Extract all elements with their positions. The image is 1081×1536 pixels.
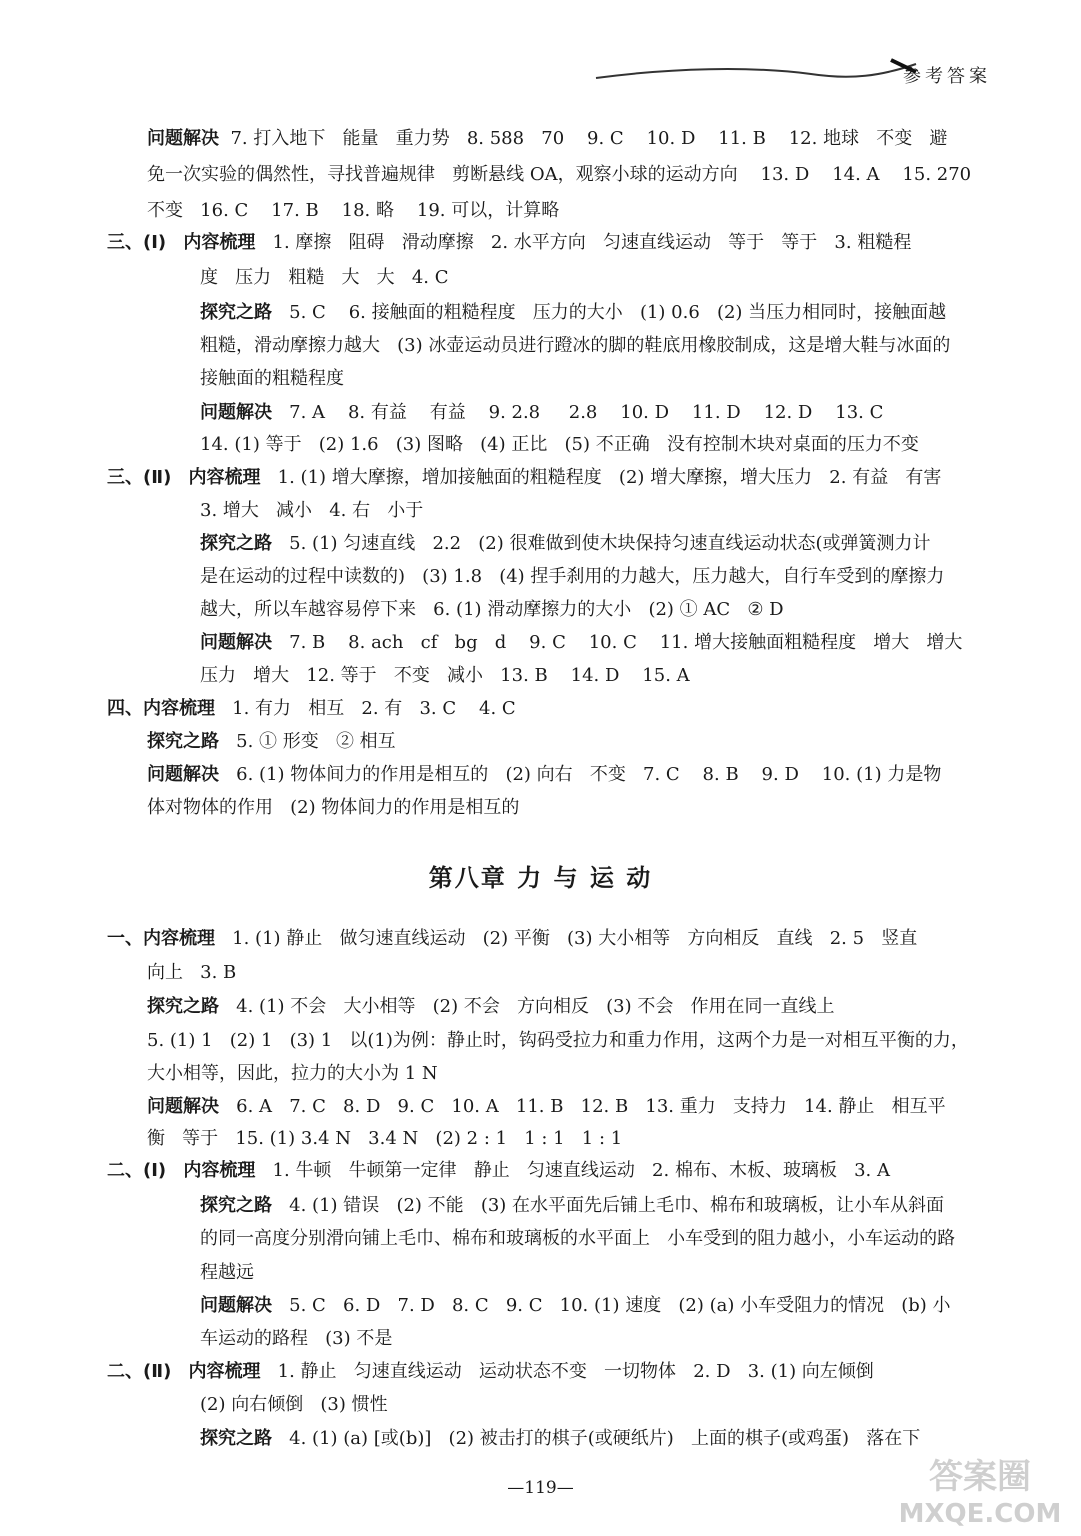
svg-text:MXQE.COM: MXQE.COM [898, 1499, 1062, 1529]
answer-line: 一、内容梳理 1. (1) 静止 做匀速直线运动 (2) 平衡 (3) 大小相等 方向相反 直线 2. 5 竖直 [107, 928, 918, 949]
answer-line: 3. 增大 减小 4. 右 小于 [200, 500, 424, 521]
watermark-logo-icon [885, 1448, 1075, 1530]
header-title: 参考答案 [903, 66, 991, 87]
answer-line: 问题解决 7. B 8. ach cf bg d 9. C 10. C 11. 增大接触面粗糙程度 增大 增大 [200, 632, 963, 653]
answer-line: 问题解决 7. 打入地下 能量 重力势 8. 588 70 9. C 10. D 11. B 12. 地球 不变 避 [147, 128, 948, 149]
answer-line: 的同一高度分别滑向铺上毛巾、棉布和玻璃板的水平面上 小车受到的阻力越小，小车运动的路 [200, 1228, 956, 1249]
answer-line: (2) 向右倾倒 (3) 惯性 [200, 1394, 388, 1415]
answer-line: 车运动的路程 (3) 不是 [200, 1328, 393, 1349]
answer-line: 越大，所以车越容易停下来 6. (1) 滑动摩擦力的大小 (2) ① AC ② D [200, 599, 784, 620]
answer-line: 粗糙，滑动摩擦力越大 (3) 冰壶运动员进行蹬冰的脚的鞋底用橡胶制成，这是增大鞋与冰面的 [200, 335, 951, 356]
answer-line: 四、内容梳理 1. 有力 相互 2. 有 3. C 4. C [107, 698, 516, 719]
answer-line: 14. (1) 等于 (2) 1.6 (3) 图略 (4) 正比 (5) 不正确 没有控制木块对桌面的压力不变 [200, 434, 919, 455]
running-header [591, 52, 991, 92]
answer-line: 三、(Ⅰ) 内容梳理 1. 摩擦 阻碍 滑动摩擦 2. 水平方向 匀速直线运动 等于 等于 3. 粗糙程 [107, 232, 912, 253]
answer-line: 三、(Ⅱ) 内容梳理 1. (1) 增大摩擦，增加接触面的粗糙程度 (2) 增大摩擦，增大压力 2. 有益 有害 [107, 467, 942, 488]
answer-line: 探究之路 5. C 6. 接触面的粗糙程度 压力的大小 (1) 0.6 (2) 当压力相同时，接触面越 [200, 302, 947, 323]
answer-line: 问题解决 5. C 6. D 7. D 8. C 9. C 10. (1) 速度 (2) (a) 小车受阻力的情况 (b) 小 [200, 1295, 951, 1316]
answer-line: 问题解决 6. A 7. C 8. D 9. C 10. A 11. B 12. B 13. 重力 支持力 14. 静止 相互平 [147, 1096, 946, 1117]
answer-line: 探究之路 4. (1) 不会 大小相等 (2) 不会 方向相反 (3) 不会 作用在同一直线上 [147, 996, 835, 1017]
page-number: —119— [507, 1478, 574, 1498]
answer-line: 免一次实验的偶然性，寻找普遍规律 剪断悬线 OA，观察小球的运动方向 13. D 14. A 15. 270 [147, 164, 972, 185]
svg-text:答案圈: 答案圈 [929, 1457, 1031, 1497]
answer-line: 二、(Ⅰ) 内容梳理 1. 牛顿 牛顿第一定律 静止 匀速直线运动 2. 棉布、木板、玻璃板 3. A [107, 1160, 891, 1181]
header-swoosh-icon [591, 52, 921, 92]
answer-line: 5. (1) 1 (2) 1 (3) 1 以(1)为例：静止时，钩码受拉力和重力作用，这两个力是一对相互平衡的力， [147, 1030, 969, 1051]
answer-line: 问题解决 6. (1) 物体间力的作用是相互的 (2) 向右 不变 7. C 8. B 9. D 10. (1) 力是物 [147, 764, 942, 785]
answer-line: 是在运动的过程中读数的) (3) 1.8 (4) 捏手刹用的力越大，压力越大，自行车受到的摩擦力 [200, 566, 945, 587]
answer-line: 向上 3. B [147, 962, 237, 983]
chapter-title: 第八章 力 与 运 动 [428, 864, 653, 892]
answer-line: 体对物体的作用 (2) 物体间力的作用是相互的 [147, 797, 520, 818]
answer-line: 问题解决 7. A 8. 有益 有益 9. 2.8 2.8 10. D 11. D 12. D 13. C [200, 402, 884, 423]
answer-line: 探究之路 4. (1) (a) [或(b)] (2) 被击打的棋子(或硬纸片) 上面的棋子(或鸡蛋) 落在下 [200, 1428, 921, 1449]
answer-line: 衡 等于 15. (1) 3.4 N 3.4 N (2) 2 : 1 1 : 1 1 : 1 [147, 1128, 623, 1149]
answer-line: 探究之路 5. (1) 匀速直线 2.2 (2) 很难做到使木块保持匀速直线运动状态(或弹簧测力计 [200, 533, 931, 554]
answer-line: 二、(Ⅱ) 内容梳理 1. 静止 匀速直线运动 运动状态不变 一切物体 2. D 3. (1) 向左倾倒 [107, 1361, 874, 1382]
answer-line: 不变 16. C 17. B 18. 略 19. 可以，计算略 [147, 200, 560, 221]
answer-line: 探究之路 4. (1) 错误 (2) 不能 (3) 在水平面先后铺上毛巾、棉布和玻璃板，让小车从斜面 [200, 1195, 945, 1216]
answer-line: 压力 增大 12. 等于 不变 减小 13. B 14. D 15. A [200, 665, 690, 686]
answer-line: 接触面的粗糙程度 [200, 368, 344, 389]
answer-line: 大小相等，因此，拉力的大小为 1 N [147, 1063, 438, 1084]
answer-line: 程越远 [200, 1262, 254, 1283]
answer-line: 度 压力 粗糙 大 大 4. C [200, 267, 449, 288]
answer-line: 探究之路 5. ① 形变 ② 相互 [147, 731, 396, 752]
